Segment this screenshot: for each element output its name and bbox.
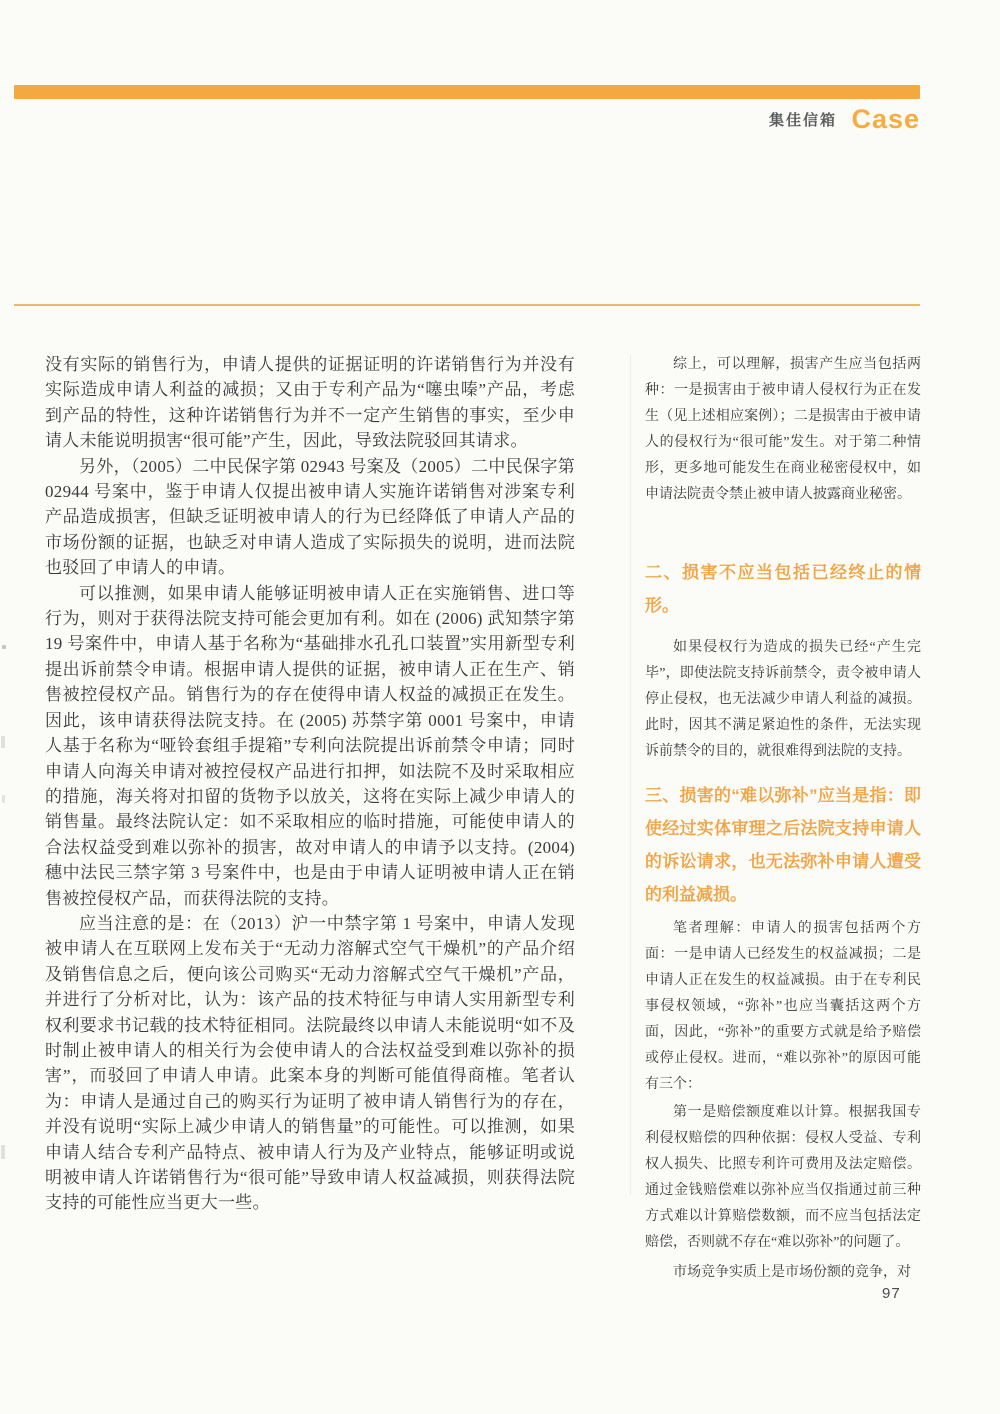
right-column-paragraph: 综上，可以理解，损害产生应当包括两种：一是损害由于被申请人侵权行为正在发生（见上述相应案例）；二是损害由于被申请人的侵权行为“很可能”发生。对于第二种情形，更多地可能发生在商业秘密侵权中，如申请法院责令禁止被申请人披露商业秘密。 — [645, 357, 921, 502]
right-column-paragraph: 笔者理解：申请人的损害包括两个方面：一是申请人已经发生的权益减损；二是申请人正在发生的权益减损。由于在专利民事侵权领域，“弥补”也应当囊括这两个方面，因此，“弥补”的重要方式就是给予赔偿或停止侵权。进而，“难以弥补”的原因可能有三个： — [645, 921, 921, 1092]
scan-edge-mark — [1, 1145, 5, 1159]
right-column-paragraph: 市场竞争实质上是市场份额的竞争，对 — [673, 1265, 911, 1280]
left-text-column — [45, 352, 575, 1216]
paragraph: 应当注意的是：在（2013）沪一中禁字第 1 号案中，申请人发现被申请人在互联网上发布关于“无动力溶解式空气干燥机”的产品介绍及销售信息之后，便向该公司购买“无动力溶解式空气干燥机”产品，并进行了分析对比，认为：该产品的技术特征与申请人实用新型专利权利要求书记载的技术特征相同。法院最终以申请人未能说明“如不及时制止被申请人的相关行为会使申请人的合法权益受到难以弥补的损害”，而驳回了申请人申请。此案本身的判断可能值得商榷。笔者认为：申请人是通过自己的购买行为证明了被申请人销售行为的存在，并没有说明“实际上减少申请人的销售量”的可能性。可以推测，如果申请人结合专利产品特点、被申请人行为及产业特点，能够证明或说明被申请人许诺销售行为“很可能”导致申请人权益减损，则获得法院支持的可能性应当更大一些。 — [45, 913, 575, 1213]
header-brand-chinese: 集佳信箱 — [768, 112, 837, 129]
section-heading-2: 二、损害不应当包括已经终止的情形。 — [645, 563, 921, 615]
scan-crease-artifact — [630, 355, 631, 1195]
header-section-label: Case — [851, 104, 920, 134]
page-header — [14, 104, 920, 135]
top-accent-bar — [14, 85, 920, 99]
scan-edge-mark — [2, 795, 5, 803]
paragraph: 另外，（2005）二中民保字第 02943 号案及（2005）二中民保字第 02944 号案中，鉴于申请人仅提出被申请人实施许诺销售对涉案专利产品造成损害，但缺乏证明被申请人的行为已经降低了申请人产品的市场份额的证据，也缺乏对申请人造成了实际损失的说明，进而法院也驳回了申请人的申请。 — [45, 456, 575, 578]
right-column-paragraph: 如果侵权行为造成的损失已经“产生完毕”，即使法院支持诉前禁令，责令被申请人停止侵权，也无法减少申请人利益的减损。此时，因其不满足紧迫性的条件，无法实现诉前禁令的目的，就很难得到法院的支持。 — [645, 640, 921, 759]
paragraph: 可以推测，如果申请人能够证明被申请人正在实施销售、进口等行为，则对于获得法院支持可能会更加有利。如在 (2006) 武知禁字第 19 号案件中，申请人基于名称为“基础排水孔孔口装置”实用新型专利提出诉前禁令申请。根据申请人提供的证据，被申请人正在生产、销售被控侵权产品。销售行为的存在使得申请人权益的减损正在发生。因此，该申请获得法院支持。在 (2005) 苏禁字第 0001 号案中，申请人基于名称为“哑铃套组手提箱”专利向法院提出诉前禁令申请；同时申请人向海关申请对被控侵权产品进行扣押，如法院不及时采取相应的措施，海关将对扣留的货物予以放关，这将在实际上减少申请人的销售量。最终法院认定：如不采取相应的临时措施，可能使申请人的合法权益受到难以弥补的损害，故对申请人的申请予以支持。(2004) 穗中法民三禁字第 3 号案件中，也是由于申请人证明被申请人正在销售被控侵权产品，而获得法院的支持。 — [45, 583, 575, 908]
section-heading-3: 三、损害的“难以弥补”应当是指：即使经过实体审理之后法院支持申请人的诉讼请求，也无法弥补申请人遭受的利益减损。 — [645, 786, 921, 904]
paragraph: 没有实际的销售行为，申请人提供的证据证明的许诺销售行为并没有实际造成申请人利益的减损；又由于专利产品为“噻虫嗪”产品，考虑到产品的特性，这种许诺销售行为并不一定产生销售的事实，至少申请人未能说明损害“很可能”产生，因此，导致法院驳回其请求。 — [45, 355, 575, 451]
scan-edge-mark — [2, 645, 6, 649]
scan-edge-mark — [1, 736, 5, 748]
page-number: 97 — [882, 1285, 901, 1302]
right-column-paragraph: 第一是赔偿额度难以计算。根据我国专利侵权赔偿的四种依据：侵权人受益、专利权人损失、比照专利许可费用及法定赔偿。通过金钱赔偿难以弥补应当仅指通过前三种方式难以计算赔偿数额，而不应当包括法定赔偿，否则就不存在“难以弥补”的问题了。 — [645, 1105, 921, 1250]
header-divider-rule — [14, 304, 920, 306]
